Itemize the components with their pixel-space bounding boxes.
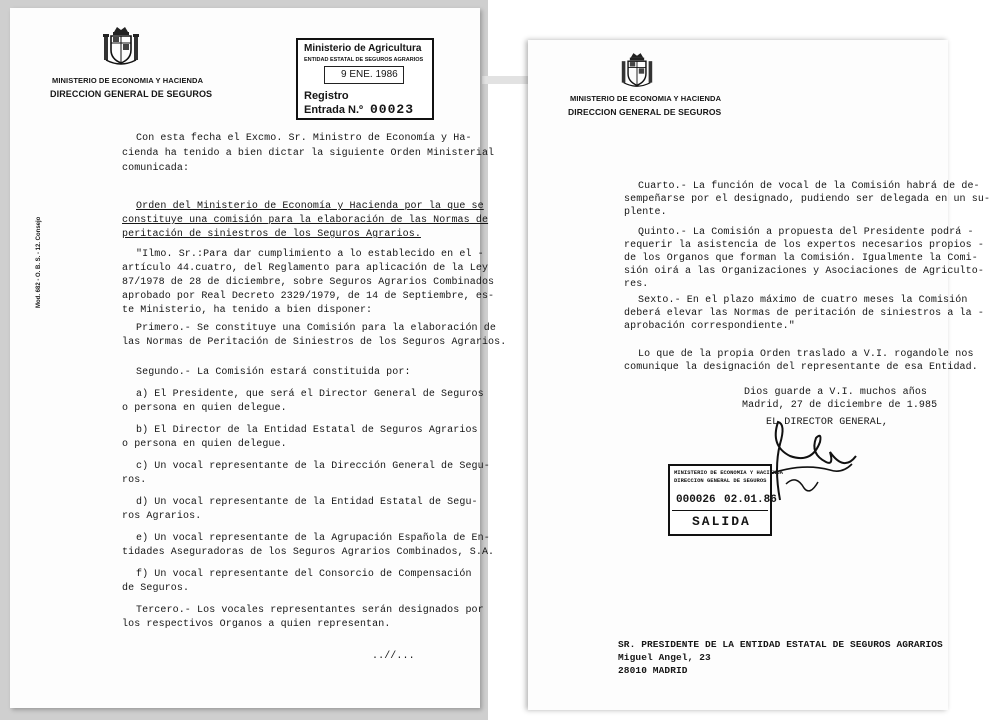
body-line: sempeñarse por el designado, pudiendo ser delegada en un su- <box>624 194 990 205</box>
signature <box>760 412 860 504</box>
list-item: e) Un vocal representante de la Agrupación Española de En- <box>136 533 490 544</box>
stamp-entry-number: 00023 <box>370 102 415 117</box>
body-line: cienda ha tenido a bien dictar la siguiente Orden Ministerial <box>122 148 495 159</box>
body-line: comunique la designación del representante de esa Entidad. <box>624 362 978 373</box>
body-line: sión oirá a las Organizaciones y Asociaciones de Agriculto- <box>624 266 984 277</box>
stamp-registro: Registro <box>304 90 349 102</box>
list-item: de Seguros. <box>122 583 190 594</box>
body-line: artículo 44.cuatro, del Reglamento para aplicación de la Ley <box>122 263 489 274</box>
list-item: o persona en quien delegue. <box>122 403 287 414</box>
body-line: te Ministerio, ha tenido a bien disponer: <box>122 305 373 316</box>
stamp-divider <box>672 510 768 511</box>
document-page-2 <box>528 40 990 710</box>
list-item: tidades Aseguradoras de los Seguros Agrarios Combinados, S.A. <box>122 547 495 558</box>
article-tercero: Tercero.- Los vocales representantes serán designados por <box>136 605 484 616</box>
list-item: b) El Director de la Entidad Estatal de Seguros Agrarios <box>136 425 478 436</box>
coat-of-arms-icon <box>620 52 654 90</box>
stamp-date-box <box>324 66 404 84</box>
article-quinto: Quinto.- La Comisión a propuesta del Presidente podrá - <box>638 227 974 238</box>
stamp-exit-date: 02.01.86 <box>724 494 777 506</box>
direction-header: DIRECCION GENERAL DE SEGUROS <box>568 107 722 117</box>
coat-of-arms-icon <box>102 26 140 68</box>
side-reference: Mod. 682 - O. B. S. - 12. Consejo <box>36 216 42 308</box>
article-sexto: Sexto.- En el plazo máximo de cuatro meses la Comisión <box>638 295 968 306</box>
document-page-1 <box>10 8 507 708</box>
list-item: c) Un vocal representante de la Dirección General de Segu- <box>136 461 490 472</box>
direction-header: DIRECCION GENERAL DE SEGUROS <box>50 89 213 99</box>
body-line: plente. <box>624 207 667 218</box>
list-item: ros Agrarios. <box>122 511 202 522</box>
body-line: los respectivos Organos a quien representan. <box>122 619 391 630</box>
body-line: aprobado por Real Decreto 2329/1979, de 14 de Septiembre, es- <box>122 291 495 302</box>
body-line: aprobación correspondiente." <box>624 321 795 332</box>
article-cuarto: Cuarto.- La función de vocal de la Comisión habrá de de- <box>638 181 980 192</box>
article-primero: Primero.- Se constituye una Comisión para la elaboración de <box>136 323 496 334</box>
stamp-direction-line: DIRECCION GENERAL DE SEGUROS <box>674 477 767 484</box>
stamp-exit-label: SALIDA <box>692 514 751 529</box>
body-line: "Ilmo. Sr.:Para dar cumplimiento a lo establecido en el - <box>136 249 484 260</box>
body-line: Lo que de la propia Orden traslado a V.I. rogandole nos <box>638 349 974 360</box>
body-line: deberá elevar las Normas de peritación de siniestros a la - <box>624 308 984 319</box>
order-title-line: constituye una comisión para la elaboración de las Normas de <box>122 215 489 226</box>
stamp-ministry-line: MINISTERIO DE ECONOMIA Y HACIENDA <box>674 469 783 476</box>
ministry-header: MINISTERIO DE ECONOMIA Y HACIENDA <box>52 76 204 85</box>
article-segundo: Segundo.- La Comisión estará constituida por: <box>136 367 411 378</box>
list-item: f) Un vocal representante del Consorcio de Compensación <box>136 569 472 580</box>
signatory-title: EL DIRECTOR GENERAL, <box>766 417 889 428</box>
recipient-city: 28010 MADRID <box>618 665 688 676</box>
continuation-mark: ..//... <box>372 651 415 662</box>
list-item: a) El Presidente, que será el Director General de Seguros <box>136 389 484 400</box>
body-line: 87/1978 de 28 de diciembre, sobre Seguros Agrarios Combinados <box>122 277 495 288</box>
recipient-line: SR. PRESIDENTE DE LA ENTIDAD ESTATAL DE SEGUROS AGRARIOS <box>618 639 943 650</box>
stamp-date: 9 ENE. 1986 <box>341 69 398 80</box>
body-line: las Normas de Peritación de Siniestros de los Seguros Agrarios. <box>122 337 507 348</box>
body-line: requerir la asistencia de los expertos necesarios propios - <box>624 240 984 251</box>
body-line: Con esta fecha el Excmo. Sr. Ministro de Economía y Ha- <box>136 133 472 144</box>
list-item: ros. <box>122 475 147 486</box>
recipient-address: Miguel Angel, 23 <box>618 652 711 663</box>
order-title-line: Orden del Ministerio de Economía y Hacienda por la que se <box>136 201 484 212</box>
body-line: de los Organos que forman la Comisión. Igualmente la Comi- <box>624 253 978 264</box>
list-item: o persona en quien delegue. <box>122 439 287 450</box>
stamp-ministry-line: Ministerio de Agricultura <box>304 43 422 54</box>
order-title-line: peritación de siniestros de los Seguros Agrarios. <box>122 229 421 240</box>
list-item: d) Un vocal representante de la Entidad Estatal de Segu- <box>136 497 478 508</box>
exit-stamp <box>668 464 783 536</box>
closing-line: Dios guarde a V.I. muchos años <box>744 387 928 398</box>
right-frame-edge <box>482 76 528 84</box>
ministry-header: MINISTERIO DE ECONOMIA Y HACIENDA <box>570 94 722 103</box>
entry-stamp <box>296 38 434 120</box>
body-line: res. <box>624 279 649 290</box>
body-line: comunicada: <box>122 163 190 174</box>
stamp-exit-number: 000026 <box>676 494 716 506</box>
stamp-entrada: Entrada N.º <box>304 104 364 116</box>
date-line: Madrid, 27 de diciembre de 1.985 <box>742 400 938 411</box>
stamp-entity-line: ENTIDAD ESTATAL DE SEGUROS AGRARIOS <box>304 57 424 63</box>
